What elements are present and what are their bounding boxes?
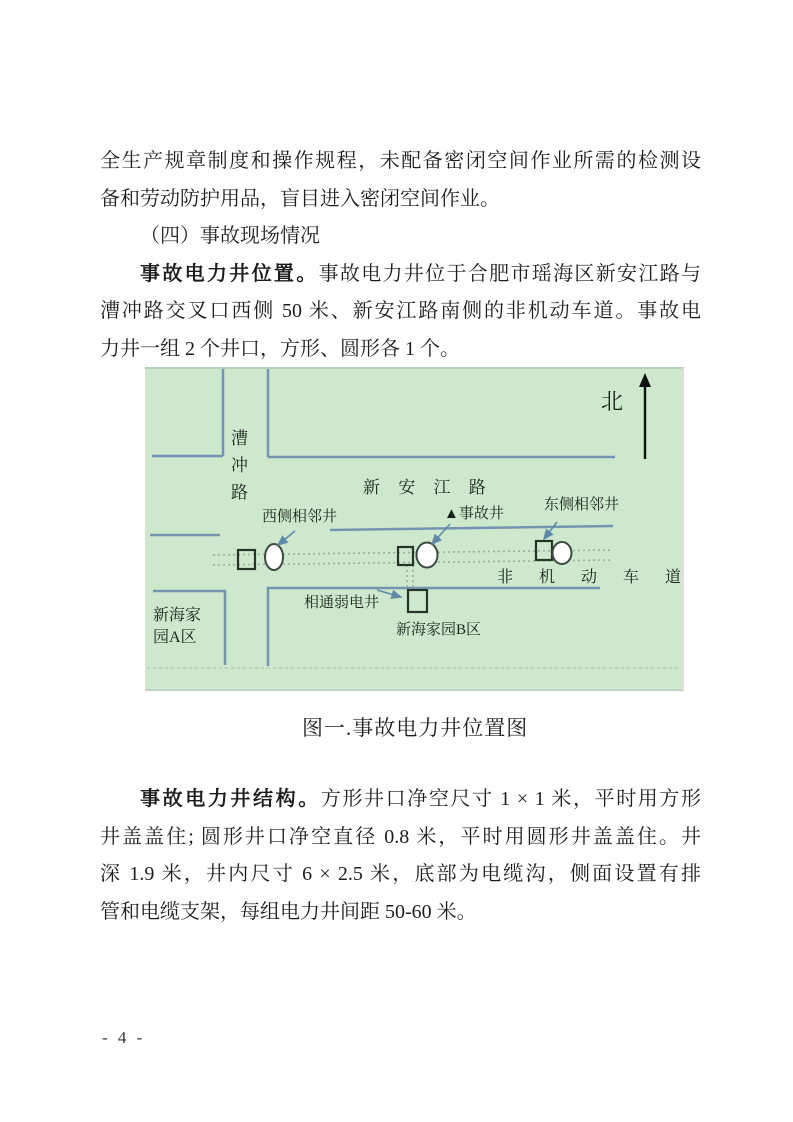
body-text: 事故电力井位于合肥市瑶海区新安江路与 xyxy=(318,262,702,285)
west-round-well-marker xyxy=(265,544,283,570)
body-line: 备和劳动防护用品，盲目进入密闭空间作业。 xyxy=(100,187,500,210)
non-motor-lane-label: 非 机 动 车 道 xyxy=(497,569,693,586)
body-line: 井盖盖住; 圆形井口净空直径 0.8 米，平时用圆形井盖盖住。井 xyxy=(100,825,701,848)
location-map-figure xyxy=(145,367,693,691)
xinanjiang-road-label: 新 安 江 路 xyxy=(363,478,493,497)
section-heading: （四）事故现场情况 xyxy=(140,225,320,247)
map-drawing xyxy=(145,369,681,691)
xinhai-block-a-label xyxy=(153,605,207,649)
xinanjiang-road-north-edge xyxy=(268,369,615,457)
page-number: - 4 - xyxy=(102,1028,146,1047)
caochong-road-label: 漕冲路 xyxy=(231,429,248,502)
xinhai-block-b-label: 新海家园B区 xyxy=(396,622,482,638)
west-square-well-marker xyxy=(238,550,255,569)
weak-current-well-marker xyxy=(408,590,427,612)
east-round-well-marker xyxy=(553,542,572,564)
middle-square-well-marker xyxy=(398,547,413,565)
caochong-road-west-edge xyxy=(152,369,223,456)
east-well-pointer-arrow xyxy=(544,522,557,539)
west-adjacent-well-label: 西侧相邻井 xyxy=(262,509,338,525)
accident-well-label: ▲事故井 xyxy=(444,506,504,522)
north-arrow-head xyxy=(639,373,651,387)
body-line: 管和电缆支架，每组电力井间距 50-60 米。 xyxy=(100,900,477,923)
body-text: 方形井口净空尺寸 1 × 1 米，平时用方形 xyxy=(320,788,702,810)
body-line xyxy=(100,781,701,819)
figure-caption: 图一.事故电力井位置图 xyxy=(302,716,529,740)
paragraph-lead-bold: 事故电力井结构。 xyxy=(140,788,321,810)
body-line xyxy=(100,256,701,294)
upper-text-block xyxy=(100,143,701,368)
xinhai-a-line1: 新海家 xyxy=(153,607,202,624)
lower-text-block xyxy=(100,781,701,931)
xinhai-a-line2: 园A区 xyxy=(153,629,197,646)
accident-round-well-marker xyxy=(417,543,438,568)
xinanjiang-road-south-edge xyxy=(330,526,613,530)
paragraph-lead-bold: 事故电力井位置。 xyxy=(140,262,319,285)
accident-well-pointer-arrow xyxy=(432,524,450,544)
body-line: 全生产规章制度和操作规程，未配备密闭空间作业所需的检测设 xyxy=(100,150,701,172)
weak-current-well-label: 相通弱电井 xyxy=(304,595,380,611)
weak-current-pointer-arrow xyxy=(377,590,401,597)
north-label: 北 xyxy=(601,389,624,414)
east-adjacent-well-label: 东侧相邻井 xyxy=(544,497,620,513)
body-line: 深 1.9 米，井内尺寸 6 × 2.5 米，底部为电缆沟，侧面设置有排 xyxy=(100,863,701,885)
body-line: 漕冲路交叉口西侧 50 米、新安江路南侧的非机动车道。事故电 xyxy=(100,300,701,322)
west-well-pointer-arrow xyxy=(278,531,295,545)
body-line: 力井一组 2 个井口，方形、圆形各 1 个。 xyxy=(100,337,460,360)
